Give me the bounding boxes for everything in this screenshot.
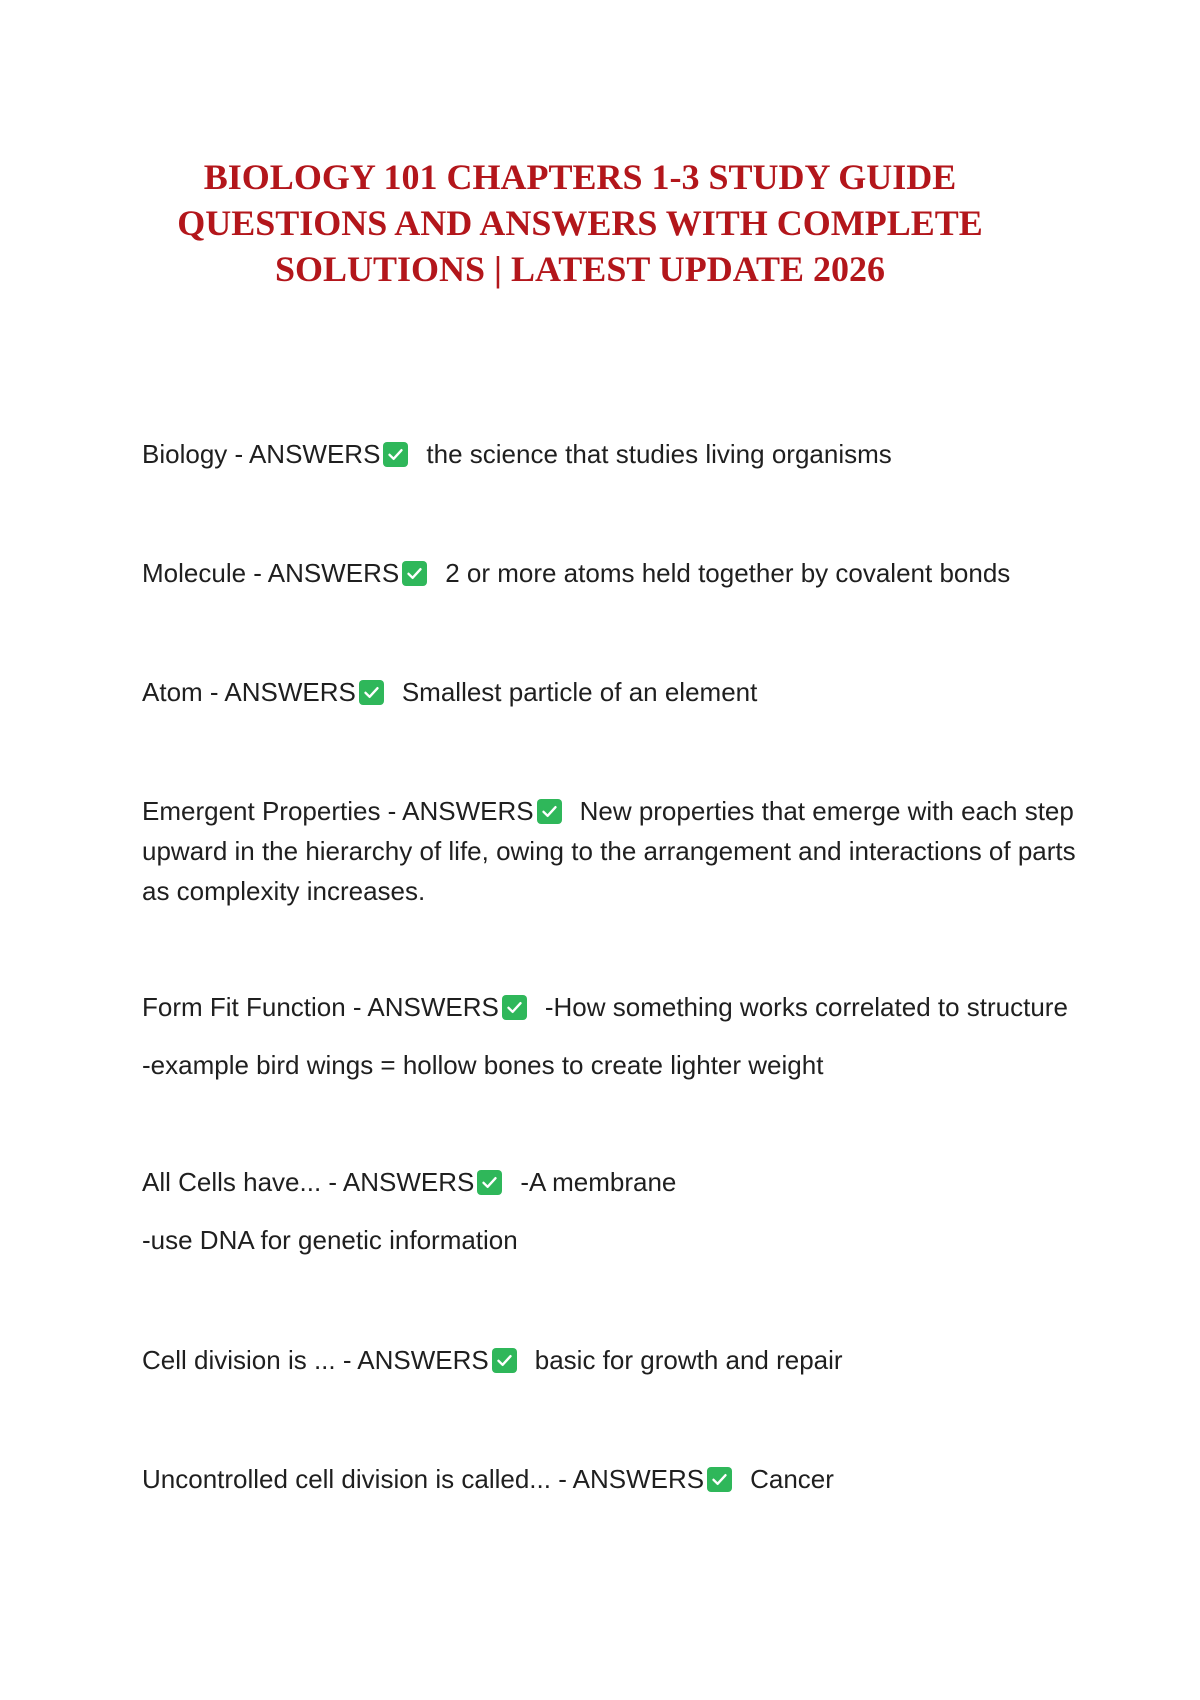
qa-item (142, 987, 1082, 1085)
qa-line (142, 1162, 1082, 1202)
document-title: BIOLOGY 101 CHAPTERS 1-3 STUDY GUIDE QUESTIONS AND ANSWERS WITH COMPLETE SOLUTIONS | LATEST UPDATE 2026 (177, 157, 983, 289)
qa-line (142, 791, 1082, 911)
check-box-icon (707, 1467, 732, 1492)
qa-answer: basic for growth and repair (534, 1345, 843, 1375)
qa-item (142, 434, 1082, 474)
qa-item (142, 791, 1082, 911)
check-box-icon (359, 680, 384, 705)
check-box-icon (477, 1170, 502, 1195)
qa-line (142, 987, 1082, 1027)
check-box-icon (402, 561, 427, 586)
qa-answer: 2 or more atoms held together by covalent bonds (445, 558, 1011, 588)
qa-line (142, 434, 1082, 474)
qa-line (142, 1459, 1082, 1499)
qa-answer: New properties that emerge with each step upward in the hierarchy of life, owing to the arrangement and interactions of parts as complexity increases. (142, 796, 1076, 906)
qa-item (142, 1340, 1082, 1380)
qa-line (142, 1340, 1082, 1380)
qa-item (142, 553, 1082, 593)
qa-extra-line: -use DNA for genetic information (142, 1225, 518, 1255)
qa-answer: -A membrane (520, 1167, 677, 1197)
qa-answer: -How something works correlated to structure (544, 992, 1068, 1022)
qa-line (142, 672, 1082, 712)
qa-term: Form Fit Function - ANSWERS (142, 992, 499, 1022)
check-box-icon (502, 995, 527, 1020)
qa-term: Biology - ANSWERS (142, 439, 381, 469)
qa-term: Emergent Properties - ANSWERS (142, 796, 534, 826)
qa-term: Cell division is ... - ANSWERS (142, 1345, 489, 1375)
qa-item (142, 1162, 1082, 1260)
qa-answer: Smallest particle of an element (401, 677, 758, 707)
qa-term: Atom - ANSWERS (142, 677, 356, 707)
check-box-icon (383, 442, 408, 467)
qa-term: All Cells have... - ANSWERS (142, 1167, 475, 1197)
qa-line (142, 553, 1082, 593)
qa-extra-line: -example bird wings = hollow bones to create lighter weight (142, 1050, 824, 1080)
qa-item (142, 1459, 1082, 1499)
qa-item (142, 672, 1082, 712)
check-box-icon (492, 1348, 517, 1373)
qa-term: Uncontrolled cell division is called... - ANSWERS (142, 1464, 705, 1494)
check-box-icon (537, 799, 562, 824)
qa-answer: Cancer (750, 1464, 834, 1494)
qa-answer: the science that studies living organisms (426, 439, 892, 469)
qa-term: Molecule - ANSWERS (142, 558, 400, 588)
